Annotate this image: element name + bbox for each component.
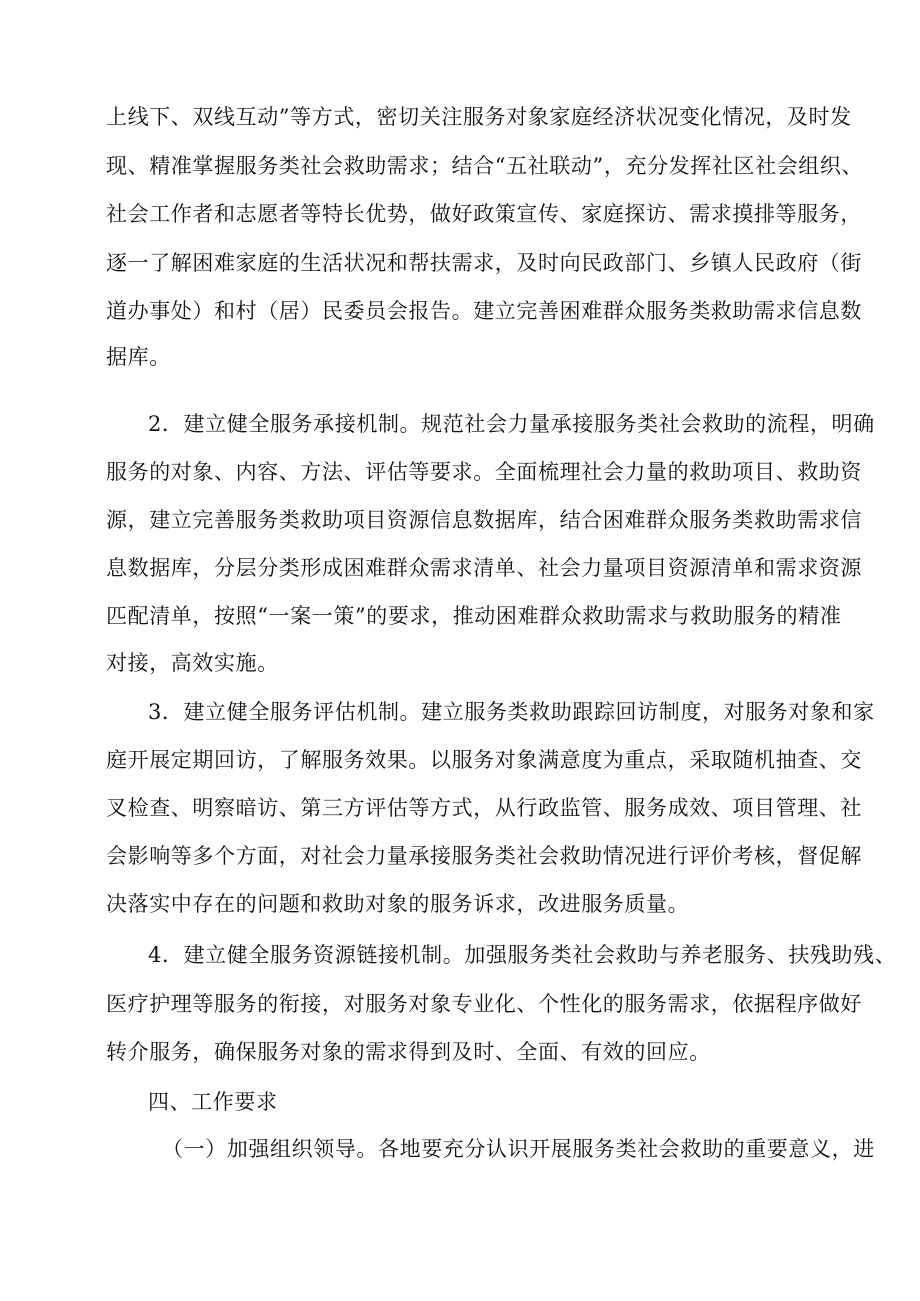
paragraph-line: 现、精准掌握服务类社会救助需求；结合“五社联动”，充分发挥社区社会组织、 [106,154,864,178]
paragraph-line: 庭开展定期回访，了解服务效果。以服务对象满意度为重点，采取随机抽查、交 [106,748,862,772]
paragraph-line: 转介服务，确保服务对象的需求得到及时、全面、有效的回应。 [106,1040,711,1064]
paragraph-line: 逐一了解困难家庭的生活状况和帮扶需求，及时向民政部门、乡镇人民政府（街 [106,251,862,275]
paragraph-line: 上线下、双线互动”等方式，密切关注服务对象家庭经济状况变化情况，及时发 [106,105,852,129]
paragraph-line: 据库。 [106,345,171,369]
item-4-first-line: 4．建立健全服务资源链接机制。加强服务类社会救助与养老服务、扶残助残、 [148,943,897,967]
item-2-first-line: 2．建立健全服务承接机制。规范社会力量承接服务类社会救助的流程，明确 [148,412,875,436]
paragraph-line: 对接，高效实施。 [106,651,279,675]
paragraph-line: 匹配清单，按照“一案一策”的要求，推动困难群众救助需求与救助服务的精准 [106,604,842,628]
subsection-first-line: （一）加强组织领导。各地要充分认识开展服务类社会救助的重要意义，进 [162,1137,875,1161]
paragraph-line: 叉检查、明察暗访、第三方评估等方式，从行政监管、服务成效、项目管理、社 [106,796,862,820]
paragraph-line: 决落实中存在的问题和救助对象的服务诉求，改进服务质量。 [106,892,690,916]
paragraph-line: 服务的对象、内容、方法、评估等要求。全面梳理社会力量的救助项目、救助资 [106,460,862,484]
paragraph-line: 道办事处）和村（居）民委员会报告。建立完善困难群众服务类救助需求信息数 [106,299,862,323]
item-3-first-line: 3．建立健全服务评估机制。建立服务类救助跟踪回访制度，对服务对象和家 [148,700,875,724]
paragraph-line: 社会工作者和志愿者等特长优势，做好政策宣传、家庭探访、需求摸排等服务， [106,202,862,226]
paragraph-line: 息数据库，分层分类形成困难群众需求清单、社会力量项目资源清单和需求资源 [106,556,862,580]
paragraph-line: 医疗护理等服务的衔接，对服务对象专业化、个性化的服务需求，依据程序做好 [106,992,862,1016]
paragraph-line: 会影响等多个方面，对社会力量承接服务类社会救助情况进行评价考核，督促解 [106,844,862,868]
paragraph-line: 源，建立完善服务类救助项目资源信息数据库，结合困难群众服务类救助需求信 [106,508,862,532]
section-heading: 四、工作要求 [148,1090,278,1114]
